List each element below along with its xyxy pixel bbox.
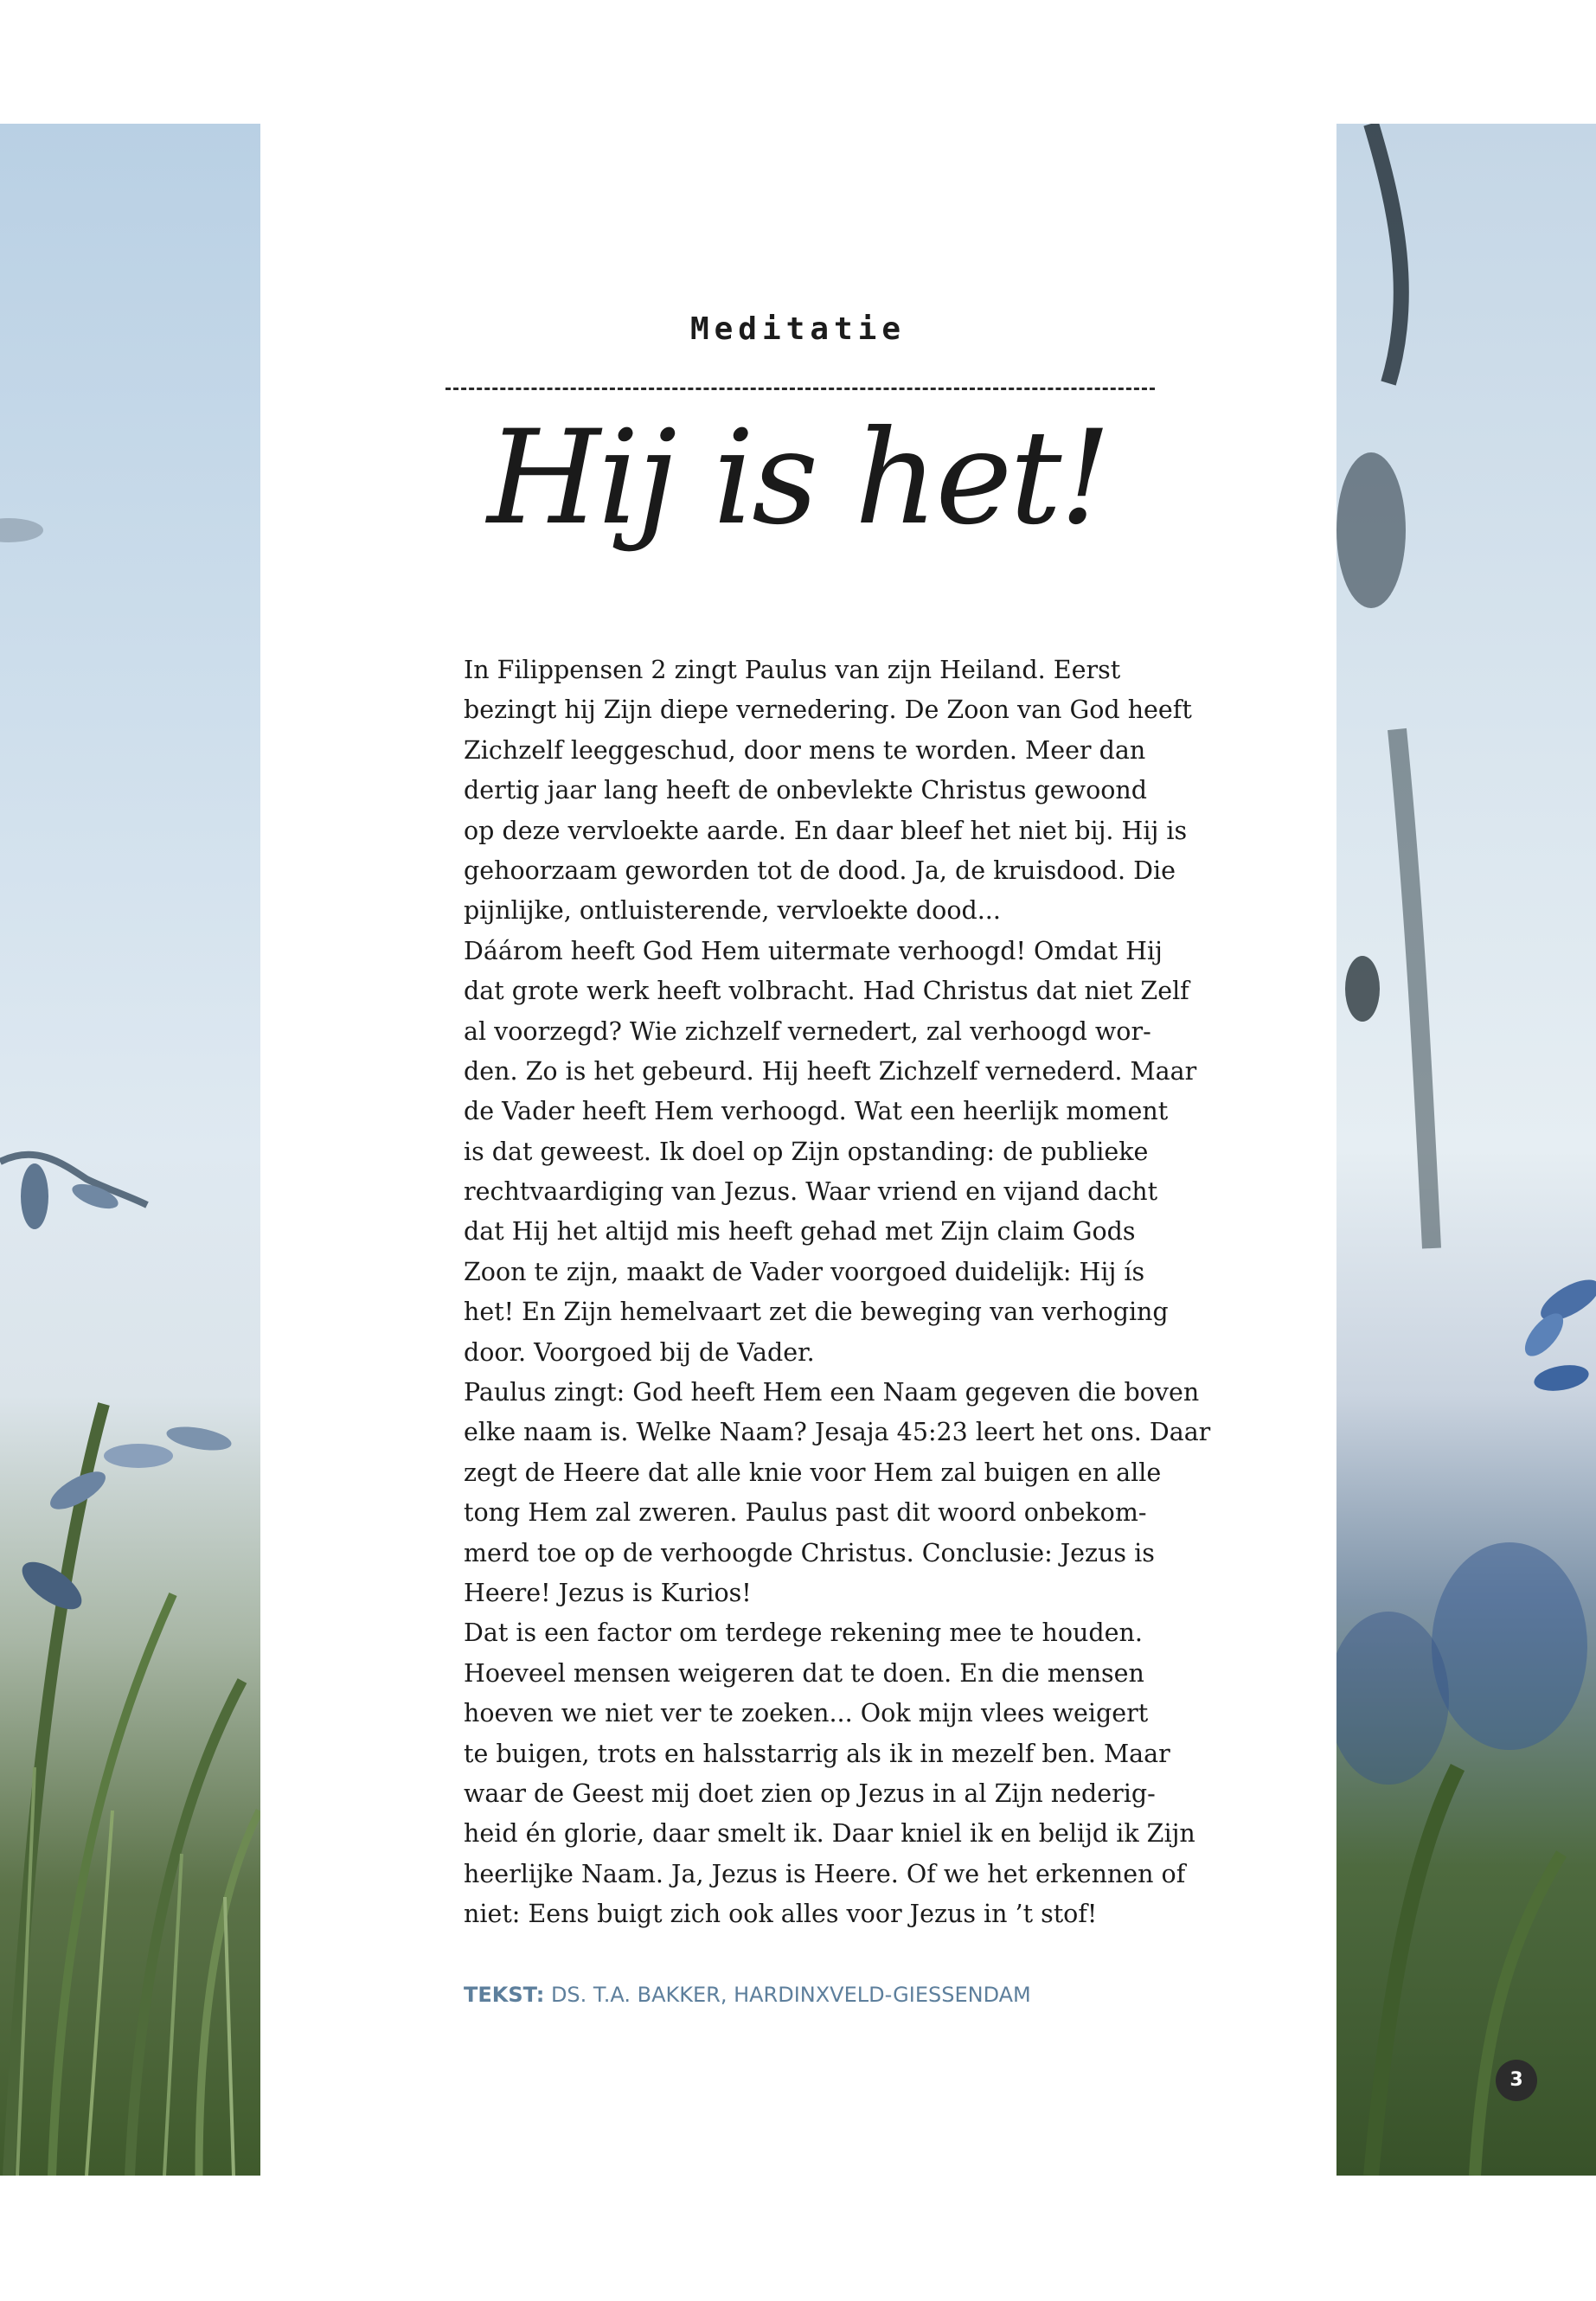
body-line: niet: Eens buigt zich ook alles voor Jezus in ’t stof! bbox=[464, 1900, 1098, 1929]
body-line: den. Zo is het gebeurd. Hij heeft Zichzelf vernederd. Maar bbox=[464, 1056, 1197, 1086]
body-line: Dáárom heeft God Hem uitermate verhoogd! Omdat Hij bbox=[464, 936, 1163, 965]
page-number-badge: 3 bbox=[1496, 2060, 1537, 2101]
body-line: heerlijke Naam. Ja, Jezus is Heere. Of we het erkennen of bbox=[464, 1859, 1186, 1888]
body-line: merd toe op de verhoogde Christus. Conclusie: Jezus is bbox=[464, 1538, 1155, 1567]
body-line: elke naam is. Welke Naam? Jesaja 45:23 leert het ons. Daar bbox=[464, 1418, 1211, 1447]
body-line: al voorzegd? Wie zichzelf vernedert, zal verhoogd wor- bbox=[464, 1016, 1151, 1046]
credit-label: TEKST: bbox=[464, 1983, 545, 2007]
body-line: Zoon te zijn, maakt de Vader voorgoed duidelijk: Hij ís bbox=[464, 1257, 1145, 1286]
body-line: Paulus zingt: God heeft Hem een Naam gegeven die boven bbox=[464, 1378, 1200, 1407]
article-title: Hij is het! bbox=[487, 403, 1109, 554]
body-line: tong Hem zal zweren. Paulus past dit woord onbekom- bbox=[464, 1498, 1147, 1528]
section-kicker: Meditatie bbox=[689, 311, 907, 347]
body-line: het! En Zijn hemelvaart zet die beweging van verhoging bbox=[464, 1298, 1169, 1327]
body-line: door. Voorgoed bij de Vader. bbox=[464, 1337, 815, 1367]
body-line: dertig jaar lang heeft de onbevlekte Christus gewoond bbox=[464, 776, 1147, 805]
body-line: heid én glorie, daar smelt ik. Daar kniel ik en belijd ik Zijn bbox=[464, 1819, 1195, 1849]
body-line: de Vader heeft Hem verhoogd. Wat een heerlijk moment bbox=[464, 1097, 1169, 1126]
body-line: zegt de Heere dat alle knie voor Hem zal buigen en alle bbox=[464, 1458, 1162, 1487]
body-line: gehoorzaam geworden tot de dood. Ja, de kruisdood. Die bbox=[464, 856, 1176, 885]
dashed-divider bbox=[445, 388, 1155, 390]
author-credit bbox=[464, 1983, 1031, 2007]
body-line: Dat is een factor om terdege rekening mee te houden. bbox=[464, 1618, 1143, 1648]
body-line: waar de Geest mij doet zien op Jezus in al Zijn nederig- bbox=[464, 1779, 1156, 1808]
body-line: bezingt hij Zijn diepe vernedering. De Zoon van God heeft bbox=[464, 695, 1192, 725]
article-body bbox=[464, 651, 1211, 1935]
body-line: dat grote werk heeft volbracht. Had Christus dat niet Zelf bbox=[464, 977, 1189, 1006]
body-line: is dat geweest. Ik doel op Zijn opstanding: de publieke bbox=[464, 1137, 1149, 1166]
body-line: Heere! Jezus is Kurios! bbox=[464, 1578, 752, 1607]
body-line: Zichzelf leeggeschud, door mens te worden. Meer dan bbox=[464, 735, 1146, 765]
credit-author: DS. T.A. BAKKER, HARDINXVELD-GIESSENDAM bbox=[550, 1983, 1031, 2007]
body-line: Hoeveel mensen weigeren dat te doen. En die mensen bbox=[464, 1658, 1144, 1688]
body-line: In Filippensen 2 zingt Paulus van zijn Heiland. Eerst bbox=[464, 656, 1121, 684]
body-line: dat Hij het altijd mis heeft gehad met Zijn claim Gods bbox=[464, 1217, 1136, 1247]
body-line: pijnlijke, ontluisterende, vervloekte dood... bbox=[464, 896, 1001, 926]
body-line: hoeven we niet ver te zoeken... Ook mijn vlees weigert bbox=[464, 1699, 1149, 1728]
body-line: op deze vervloekte aarde. En daar bleef het niet bij. Hij is bbox=[464, 816, 1188, 845]
body-line: rechtvaardiging van Jezus. Waar vriend en vijand dacht bbox=[464, 1177, 1158, 1207]
body-line: te buigen, trots en halsstarrig als ik in mezelf ben. Maar bbox=[464, 1739, 1170, 1768]
